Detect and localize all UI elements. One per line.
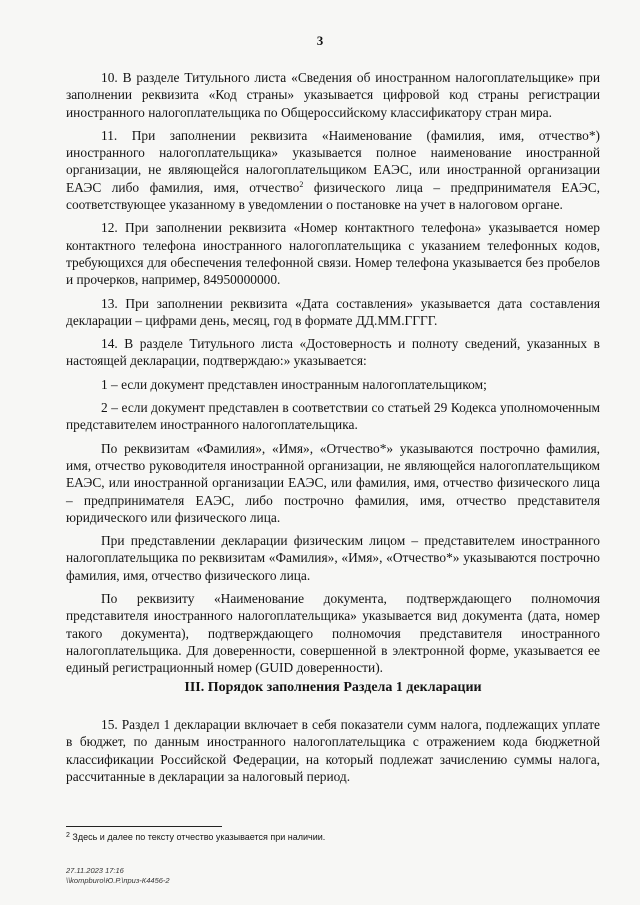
footnote-ref: 2	[299, 179, 304, 189]
page-number: 3	[316, 33, 324, 48]
paragraph-11: 11. При заполнении реквизита «Наименование (фамилия, имя, отчество*) иностранного налогоплательщика» указывается полное наименование иностранной организации, не являющейся налогоплательщиком ЕАЭС, или иностранной организации ЕАЭС либо фамилия, имя, отчество$^2$ физического лица – предпринимателя ЕАЭС, соответствующее указанному в уведомлении о постановке на учет в налоговом органе.	[66, 127, 600, 213]
footnote: $^2$ Здесь и далее по тексту отчество указывается при наличии.	[66, 832, 326, 842]
section-title: III. Порядок заполнения Раздела 1 декларации	[184, 680, 482, 695]
paragraph-14-option-1: 1 – если документ представлен иностранным налогоплательщиком;	[101, 376, 487, 392]
stamp-path: \\kompburo\Ю.Р.\приз-К4456-2	[66, 876, 170, 885]
print-stamp	[66, 866, 170, 886]
section-body	[66, 716, 600, 785]
paragraph-10: 10. В разделе Титульного листа «Сведения об иностранном налогоплательщике» при заполнении реквизита «Код страны» указывается цифровой код страны регистрации иностранного налогоплательщика по Общероссийскому классификатору стран мира.	[66, 70, 600, 120]
paragraph-14: 14. В разделе Титульного листа «Достоверность и полноту сведений, указанных в настоящей декларации, подтверждаю:» указывается:	[66, 336, 600, 369]
paragraph-14-option-2: 2 – если документ представлен в соответствии со статьей 29 Кодекса уполномоченным представителем иностранного налогоплательщика.	[66, 400, 600, 433]
document-body	[66, 69, 600, 677]
paragraph-13: 13. При заполнении реквизита «Дата составления» указывается дата составления декларации – цифрами день, месяц, год в формате ДД.ММ.ГГГГ.	[66, 295, 600, 328]
paragraph-14-representative: При представлении декларации физическим лицом – представителем иностранного налогоплательщика по реквизитам «Фамилия», «Имя», «Отчество*» указываются построчно фамилия, имя, отчество физического лица.	[66, 533, 600, 583]
paragraph-12: 12. При заполнении реквизита «Номер контактного телефона» указывается номер контактного телефона иностранного налогоплательщика с указанием телефонных кодов, требующихся для обеспечения телефонной связи. Номер телефона указывается без пробелов и прочерков, например, 84950000000.	[66, 220, 600, 288]
paragraph-15: 15. Раздел 1 декларации включает в себя показатели сумм налога, подлежащих уплате в бюджет, по данным иностранного налогоплательщика с отражением кода бюджетной классификации Российской Федерации, на который подлежат зачислению суммы налога, рассчитанные в декларации за налоговый период.	[66, 717, 600, 784]
footnote-separator	[66, 826, 222, 827]
paragraph-14-names: По реквизитам «Фамилия», «Имя», «Отчество*» указываются построчно фамилия, имя, отчество руководителя иностранной организации, не являющейся налогоплательщиком ЕАЭС, или иностранной организации ЕАЭС, или фамилия, имя, отчество физического лица – предпринимателя ЕАЭС, либо построчно фамилия, имя, отчество представителя юридического или физического лица.	[66, 440, 600, 525]
stamp-date: 27.11.2023 17:16	[66, 866, 124, 875]
paragraph-14-document: По реквизиту «Наименование документа, подтверждающего полномочия представителя иностранного налогоплательщика» указывается вид документа (дата, номер такого документа), подтверждающего полномочия представителя иностранного налогоплательщика. Для доверенности, совершенной в электронной форме, указывается ее единый регистрационный номер (GUID доверенности).	[66, 591, 600, 676]
